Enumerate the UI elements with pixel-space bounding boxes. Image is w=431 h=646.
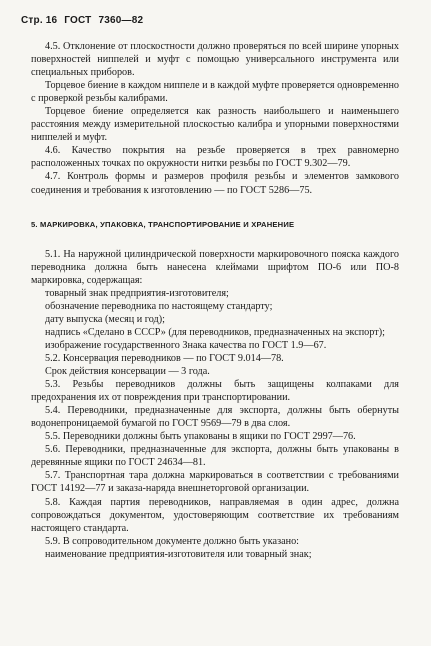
section-title: 5. МАРКИРОВКА, УПАКОВКА, ТРАНСПОРТИРОВАНИЕ И ХРАНЕНИЕ: [31, 219, 295, 229]
paragraph-conservation-term: Срок действия консервации — 3 года.: [45, 366, 210, 378]
marking-item-designation: обозначение переводника по настоящему стандарту;: [45, 300, 273, 312]
marking-item-date: дату выпуска (месяц и год);: [45, 313, 165, 325]
paragraph-5-6: 5.6. Переводники, предназначенные для экспорта, должны быть упакованы в деревянные ящики по ГОСТ 24634—81.: [31, 444, 399, 469]
standard-number: 7360—82: [98, 15, 144, 26]
paragraph-5-2: 5.2. Консервация переводников — по ГОСТ 9.014—78.: [45, 352, 284, 364]
standard-label: ГОСТ: [64, 15, 92, 26]
paragraph-5-8: 5.8. Каждая партия переводников, направляемая в один адрес, должна сопровождаться документом, удостоверяющим соответствие их требованиям настоящего стандарта.: [31, 496, 399, 534]
document-item-manufacturer: наименование предприятия-изготовителя или товарный знак;: [45, 548, 312, 560]
marking-item-quality-mark: изображение государственного Знака качества по ГОСТ 1.9—67.: [45, 339, 327, 351]
marking-item-trademark: товарный знак предприятия-изготовителя;: [45, 287, 229, 299]
paragraph-5-9: 5.9. В сопроводительном документе должно быть указано:: [45, 535, 299, 547]
paragraph-4-7: 4.7. Контроль формы и размеров профиля резьбы и элементов замкового соединения и требования к изготовлению — по ГОСТ 5286—75.: [31, 171, 399, 196]
paragraph-runout-check: Торцевое биение в каждом ниппеле и в каждой муфте проверяется одновременно с проверкой резьбы калибрами.: [31, 80, 399, 105]
document-body: [31, 40, 399, 561]
marking-item-inscription: надпись «Сделано в СССР» (для переводников, предназначенных на экспорт);: [45, 326, 385, 338]
page-number: Стр. 16: [21, 15, 58, 26]
paragraph-5-5: 5.5. Переводники должны быть упакованы в ящики по ГОСТ 2997—76.: [45, 431, 356, 443]
page-header: [21, 15, 147, 26]
paragraph-5-4: 5.4. Переводники, предназначенные для экспорта, должны быть обернуты водонепроницаемой бумагой по ГОСТ 9569—79 в два слоя.: [31, 405, 399, 430]
paragraph-5-1: 5.1. На наружной цилиндрической поверхности маркировочного пояска каждого переводника должна быть нанесена клеймами шрифтом ПО-6 или ПО-8 маркировка, содержащая:: [31, 248, 399, 286]
paragraph-4-6: 4.6. Качество покрытия на резьбе проверяется в трех равномерно расположенных точках по окружности нитки резьбы по ГОСТ 9.302—79.: [31, 145, 399, 170]
paragraph-4-5: 4.5. Отклонение от плоскостности должно проверяться по всей ширине упорных поверхностей ниппелей и муфт с помощью универсального инструмента или специальных приборов.: [31, 41, 399, 79]
paragraph-5-3: 5.3. Резьбы переводников должны быть защищены колпаками для предохранения их от повреждения при транспортировании.: [31, 379, 399, 404]
paragraph-runout-definition: Торцевое биение определяется как разность наибольшего и наименьшего расстояния между измерительной плоскостью калибра и упорными поверхностями ниппелей и муфт.: [31, 106, 399, 144]
paragraph-5-7: 5.7. Транспортная тара должна маркироваться в соответствии с требованиями ГОСТ 14192—77 и заказа-наряда внешнеторговой организации.: [31, 470, 399, 495]
